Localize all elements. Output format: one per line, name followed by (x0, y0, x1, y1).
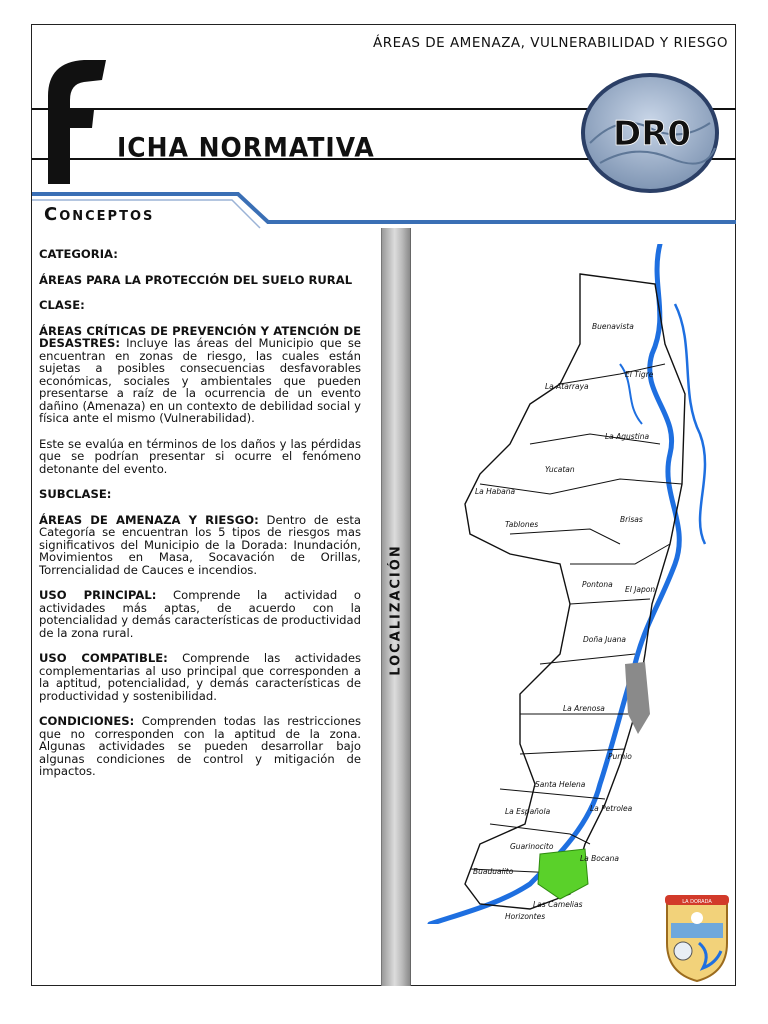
map-label: Horizontes (505, 912, 546, 921)
subclase-text: Dentro de esta Categoría se encuentran los 5 tipos de riesgos mas significativos del Municipio de la Dorada: Inundación, Movimientos en Masa, Socavación de Orillas, Torrencialidad de Cauces e incendios. (39, 512, 362, 577)
badge-code: DR0 (612, 114, 692, 154)
condiciones-text: Comprenden todas las restricciones que no corresponden con la aptitud de la zona. Algunas actividades se pueden desarrollar bajo algunas condiciones de control y mitigación de impactos. (39, 714, 361, 778)
ficha-normativa-title: ICHA NORMATIVA (117, 132, 375, 163)
clase-text: Incluye las áreas del Municipio que se encuentran en zonas de riesgo, las cuales están sujetas a posibles consecuencias desfavorables económicas, sociales y ambientales que pueden presentarse a raíz de la ocurrencia de un evento dañino (Amenaza) en un contexto de debilidad social y física ante el mismo (Vulnerabilidad). (39, 336, 361, 425)
map-label: El Japon (625, 585, 656, 594)
map-label: Las Camelias (533, 900, 583, 909)
map-label: Santa Helena (535, 780, 586, 789)
uso-compatible-title: USO COMPATIBLE: (39, 651, 168, 665)
map-label: Pontona (582, 580, 613, 589)
map-label: La Bocana (580, 854, 619, 863)
river (430, 244, 679, 924)
condiciones-title: CONDICIONES: (39, 714, 135, 728)
municipal-emblem (661, 893, 733, 983)
emblem-text: LA DORADA (682, 899, 712, 905)
clase-text-2: Este se evalúa en términos de los daños y las pérdidas que se podrían presentar si ocurre el fenómeno detonante del evento. (39, 436, 361, 476)
location-map (420, 244, 740, 924)
clase-title: ÁREAS CRÍTICAS DE PREVENCIÓN Y ATENCIÓN DE DESASTRES: (39, 323, 361, 350)
map-label: Buadualito (473, 867, 514, 876)
map-label: La Agustina (605, 432, 650, 441)
map-label: Purnio (608, 752, 632, 761)
map-label: La Petrolea (590, 804, 633, 813)
map-label: Brisas (620, 515, 643, 524)
map-label: Buenavista (592, 322, 634, 331)
dro-badge (580, 73, 720, 193)
map-label: Tablones (505, 520, 539, 529)
clase-label: CLASE: (39, 298, 85, 312)
uso-principal-title: USO PRINCIPAL: (39, 588, 157, 602)
risk-area-gray (625, 662, 650, 734)
section-title: Conceptos (44, 204, 155, 225)
subclase-title: ÁREAS DE AMENAZA Y RIESGO: (39, 512, 259, 527)
subclase-label: SUBCLASE: (39, 487, 112, 501)
uso-compatible-text: Comprende las actividades complementarias al uso principal que corresponden a la aptitud, potencialidad, y demás características de productividad y sostenibilidad. (39, 651, 361, 703)
document-title: ÁREAS DE AMENAZA, VULNERABILIDAD Y RIESGO (372, 35, 728, 51)
categoria-value: ÁREAS PARA LA PROTECCIÓN DEL SUELO RURAL (39, 272, 353, 287)
map-label: La Arenosa (563, 704, 605, 713)
map-label: Yucatan (545, 465, 575, 474)
localizacion-label: LOCALIZACIÓN (388, 544, 404, 676)
categoria-label: CATEGORIA: (39, 247, 118, 261)
map-label: La Habana (475, 487, 516, 496)
map-label: Doña Juana (583, 635, 627, 644)
concepts-text (39, 248, 361, 791)
uso-principal-text: Comprende la actividad o actividades más aptas, de acuerdo con la potencialidad y demás características de productividad de la zona rural. (39, 588, 361, 640)
map-label: La Atarraya (545, 382, 589, 391)
map-label: Guarinocito (510, 842, 554, 851)
map-label: El Tigre (625, 370, 654, 379)
big-f-letter (42, 56, 112, 184)
map-label: La Española (505, 807, 551, 816)
